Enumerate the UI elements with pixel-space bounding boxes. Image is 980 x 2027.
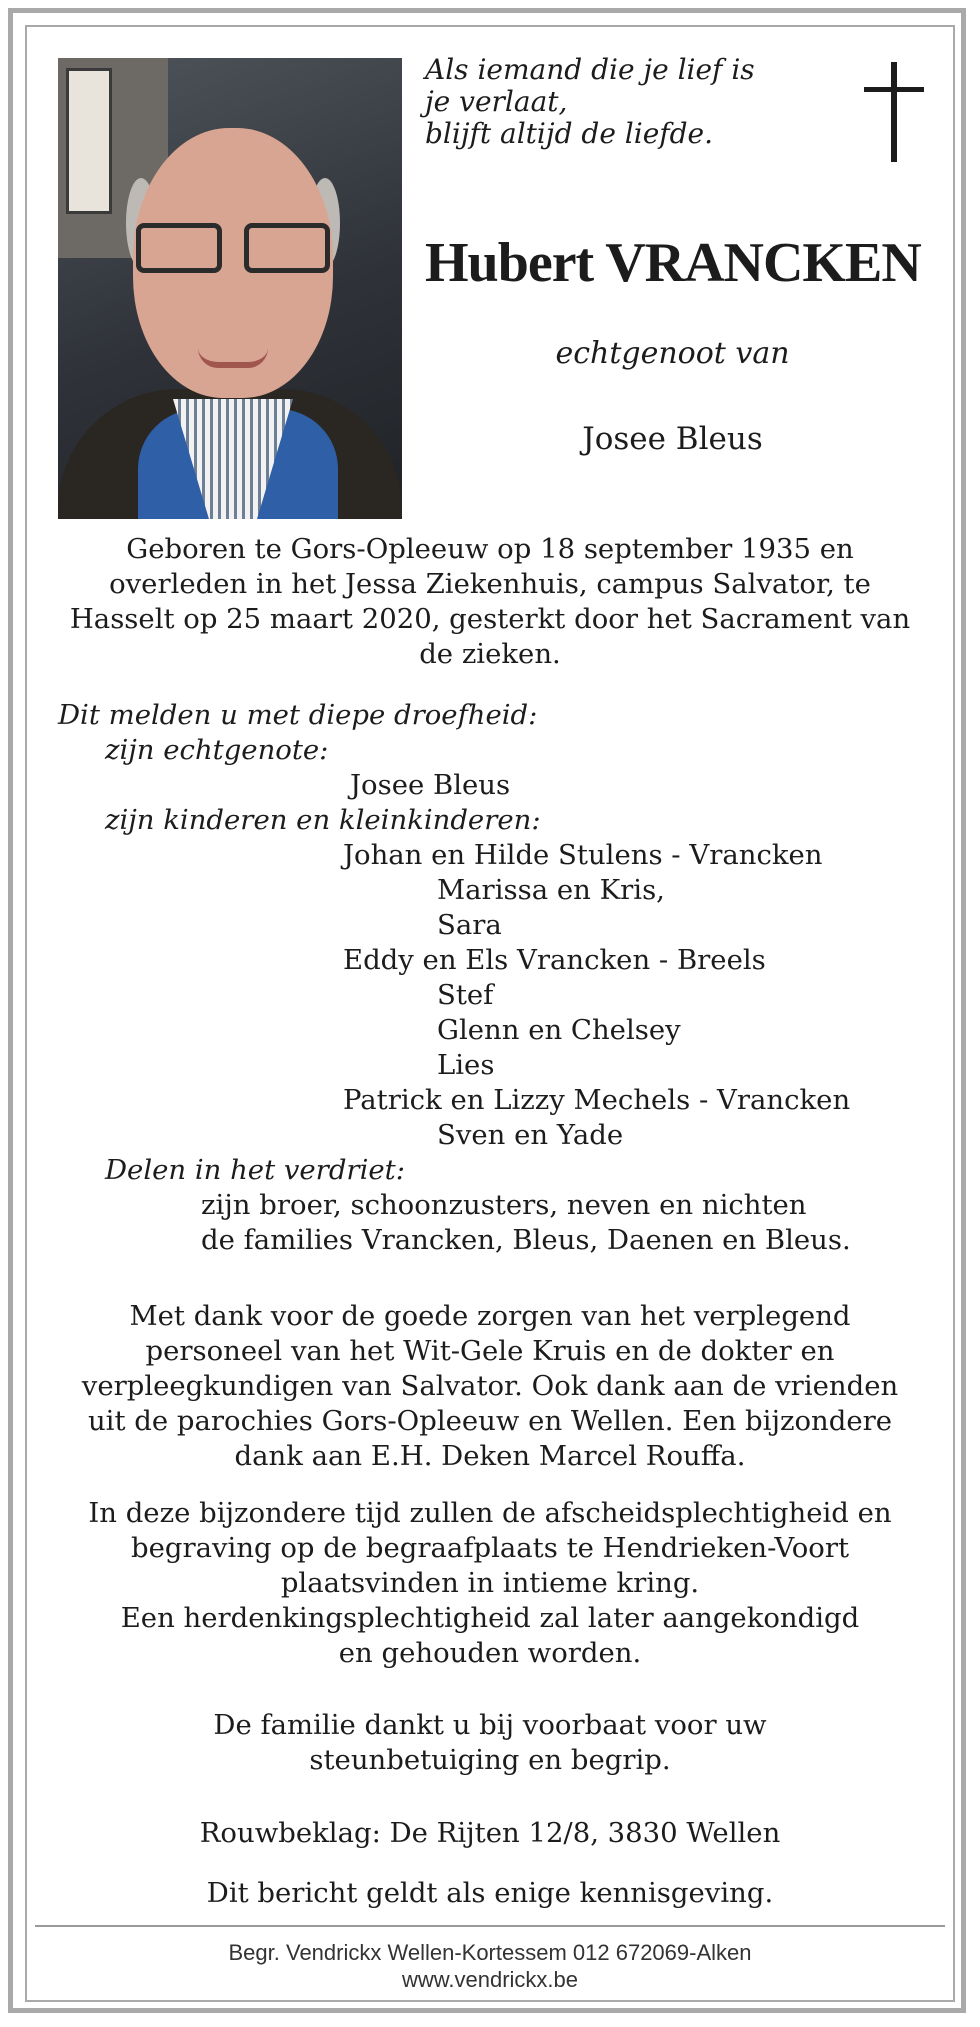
website-link[interactable]: www.vendrickx.be [401, 1967, 579, 1992]
share-line: zijn broer, schoonzusters, neven en nichten [201, 1189, 807, 1221]
poem [425, 54, 755, 150]
portrait-photo [58, 58, 402, 519]
text-line: begraving op de begraafplaats te Hendrieken-Voort [130, 1532, 850, 1564]
poem-line: je verlaat, [425, 85, 568, 118]
text-line: In deze bijzondere tijd zullen de afscheidsplechtigheid en [88, 1497, 892, 1529]
wife-label: zijn echtgenote: [105, 734, 329, 766]
notice: Dit bericht geldt als enige kennisgeving. [206, 1877, 774, 1909]
grandchildren-line: Sara [437, 909, 502, 941]
text-line: Een herdenkingsplechtigheid zal later aangekondigd [120, 1602, 860, 1634]
family-parents: Eddy en Els Vrancken - Breels [343, 944, 766, 976]
condolence-address: Rouwbeklag: De Rijten 12/8, 3830 Wellen [199, 1817, 781, 1849]
text-line: verpleegkundigen van Salvator. Ook dank aan de vrienden [81, 1370, 899, 1402]
children-label: zijn kinderen en kleinkinderen: [105, 804, 541, 836]
text-line: plaatsvinden in intieme kring. [280, 1567, 700, 1599]
spouse-intro: echtgenoot van [555, 336, 790, 371]
poem-line: blijft altijd de liefde. [425, 117, 714, 150]
ceremony-text [58, 1496, 922, 1671]
text-line: uit de parochies Gors-Opleeuw en Wellen. Een bijzondere [87, 1405, 893, 1437]
text-line: De familie dankt u bij voorbaat voor uw [213, 1709, 767, 1741]
text-line: dank aan E.H. Deken Marcel Rouffa. [234, 1440, 746, 1472]
text-line: Met dank voor de goede zorgen van het verplegend [129, 1300, 851, 1332]
cross-icon [864, 62, 924, 162]
family-thanks [58, 1708, 922, 1778]
poem-line: Als iemand die je lief is [425, 53, 755, 86]
funeral-home: Begr. Vendrickx Wellen-Kortessem 012 672069-Alken [228, 1940, 752, 1965]
photo-wall-frame [66, 68, 112, 214]
text-line: steunbetuiging en begrip. [309, 1744, 671, 1776]
text-line: de zieken. [419, 638, 561, 670]
thanks-text [58, 1299, 922, 1474]
grandchildren-line: Sven en Yade [437, 1119, 624, 1151]
photo-glasses [136, 223, 336, 278]
family-parents: Patrick en Lizzy Mechels - Vrancken [343, 1084, 851, 1116]
photo-smile [198, 348, 268, 368]
grandchildren-line: Lies [437, 1049, 495, 1081]
share-label: Delen in het verdriet: [105, 1154, 405, 1186]
text-line: en gehouden worden. [338, 1637, 642, 1669]
text-line: Hasselt op 25 maart 2020, gesterkt door het Sacrament van [69, 603, 911, 635]
spouse-name: Josee Bleus [582, 421, 763, 457]
birth-death-text [58, 532, 922, 672]
grandchildren-line: Marissa en Kris, [437, 874, 665, 906]
text-line: Geboren te Gors-Opleeuw op 18 september 1935 en [126, 533, 854, 565]
family-parents: Johan en Hilde Stulens - Vrancken [343, 839, 823, 871]
text-line: overleden in het Jessa Ziekenhuis, campus Salvator, te [109, 568, 871, 600]
announcement: Dit melden u met diepe droefheid: [58, 699, 538, 731]
footer-divider [35, 1925, 945, 1927]
grandchildren-line: Stef [437, 979, 494, 1011]
text-line: personeel van het Wit-Gele Kruis en de dokter en [145, 1335, 835, 1367]
wife-name: Josee Bleus [350, 769, 511, 801]
share-line: de families Vrancken, Bleus, Daenen en Bleus. [201, 1224, 851, 1256]
grandchildren-line: Glenn en Chelsey [437, 1014, 681, 1046]
deceased-name: Hubert VRANCKEN [425, 232, 921, 294]
